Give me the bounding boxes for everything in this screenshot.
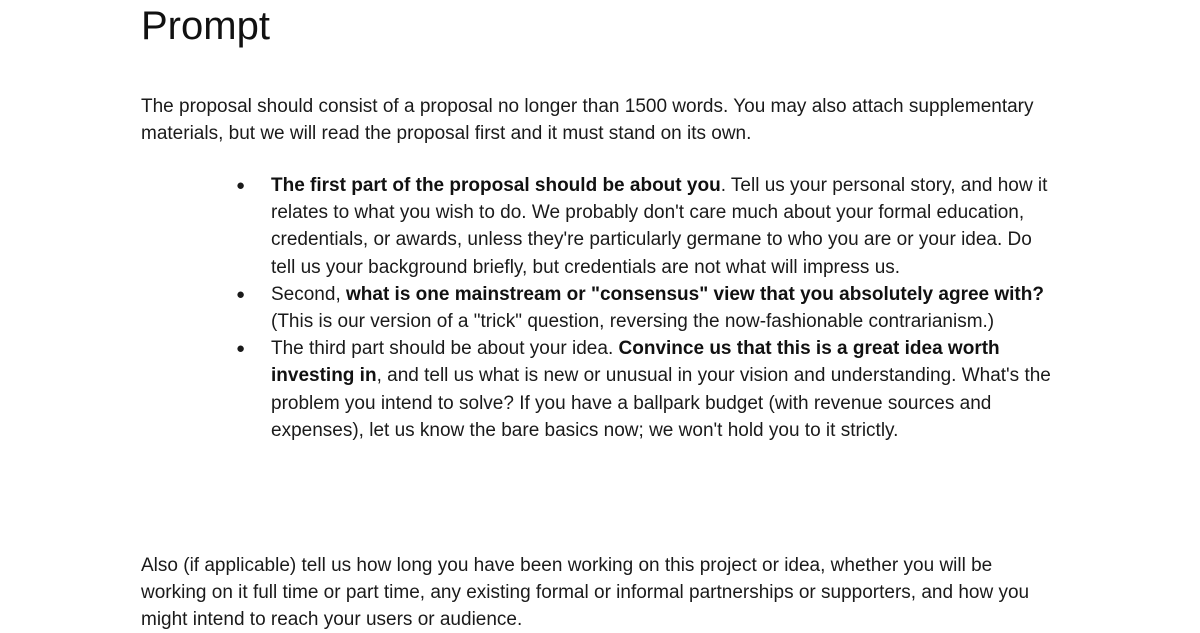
list-item <box>141 172 1056 281</box>
body-text: Second, <box>271 283 346 305</box>
list-item <box>141 281 1056 335</box>
bold-text: what is one mainstream or "consensus" view that you absolutely agree with? <box>346 283 1044 305</box>
page-title: Prompt <box>141 4 270 48</box>
list-item <box>141 335 1056 444</box>
closing-paragraph: Also (if applicable) tell us how long you have been working on this project or idea, whether you will be working on it full time or part time, any existing formal or informal partnerships or supporters, and how you might intend to reach your users or audience. <box>141 555 1030 630</box>
bullet-icon: ● <box>236 177 246 194</box>
body-text: The third part should be about your idea. <box>271 338 619 360</box>
body-text: , and tell us what is new or unusual in your vision and understanding. What's the problem you intend to solve? If you have a ballpark budget (with revenue sources and expenses), let us know the bare basics now; we won't hold you to it strictly. <box>271 365 1051 441</box>
bold-text: The first part of the proposal should be about you <box>271 175 721 196</box>
bullet-icon: ● <box>236 285 246 303</box>
intro-paragraph: The proposal should consist of a proposal no longer than 1500 words. You may also attach supplementary materials, but we will read the proposal first and it must stand on its own. <box>141 96 1034 144</box>
body-text: . Tell us your personal story, and how it relates to what you wish to do. We probably don't care much about your formal education, credentials, or awards, unless they're particularly germane to who you are or your idea. Do tell us your background briefly, but credentials are not what will impress us. <box>271 175 1048 278</box>
body-text: (This is our version of a "trick" question, reversing the now-fashionable contrarianism.) <box>271 311 995 333</box>
bullet-list <box>141 172 1061 444</box>
bold-text: Convince us that this is a great idea worth investing in <box>271 338 1000 387</box>
bullet-icon: ● <box>236 340 246 358</box>
